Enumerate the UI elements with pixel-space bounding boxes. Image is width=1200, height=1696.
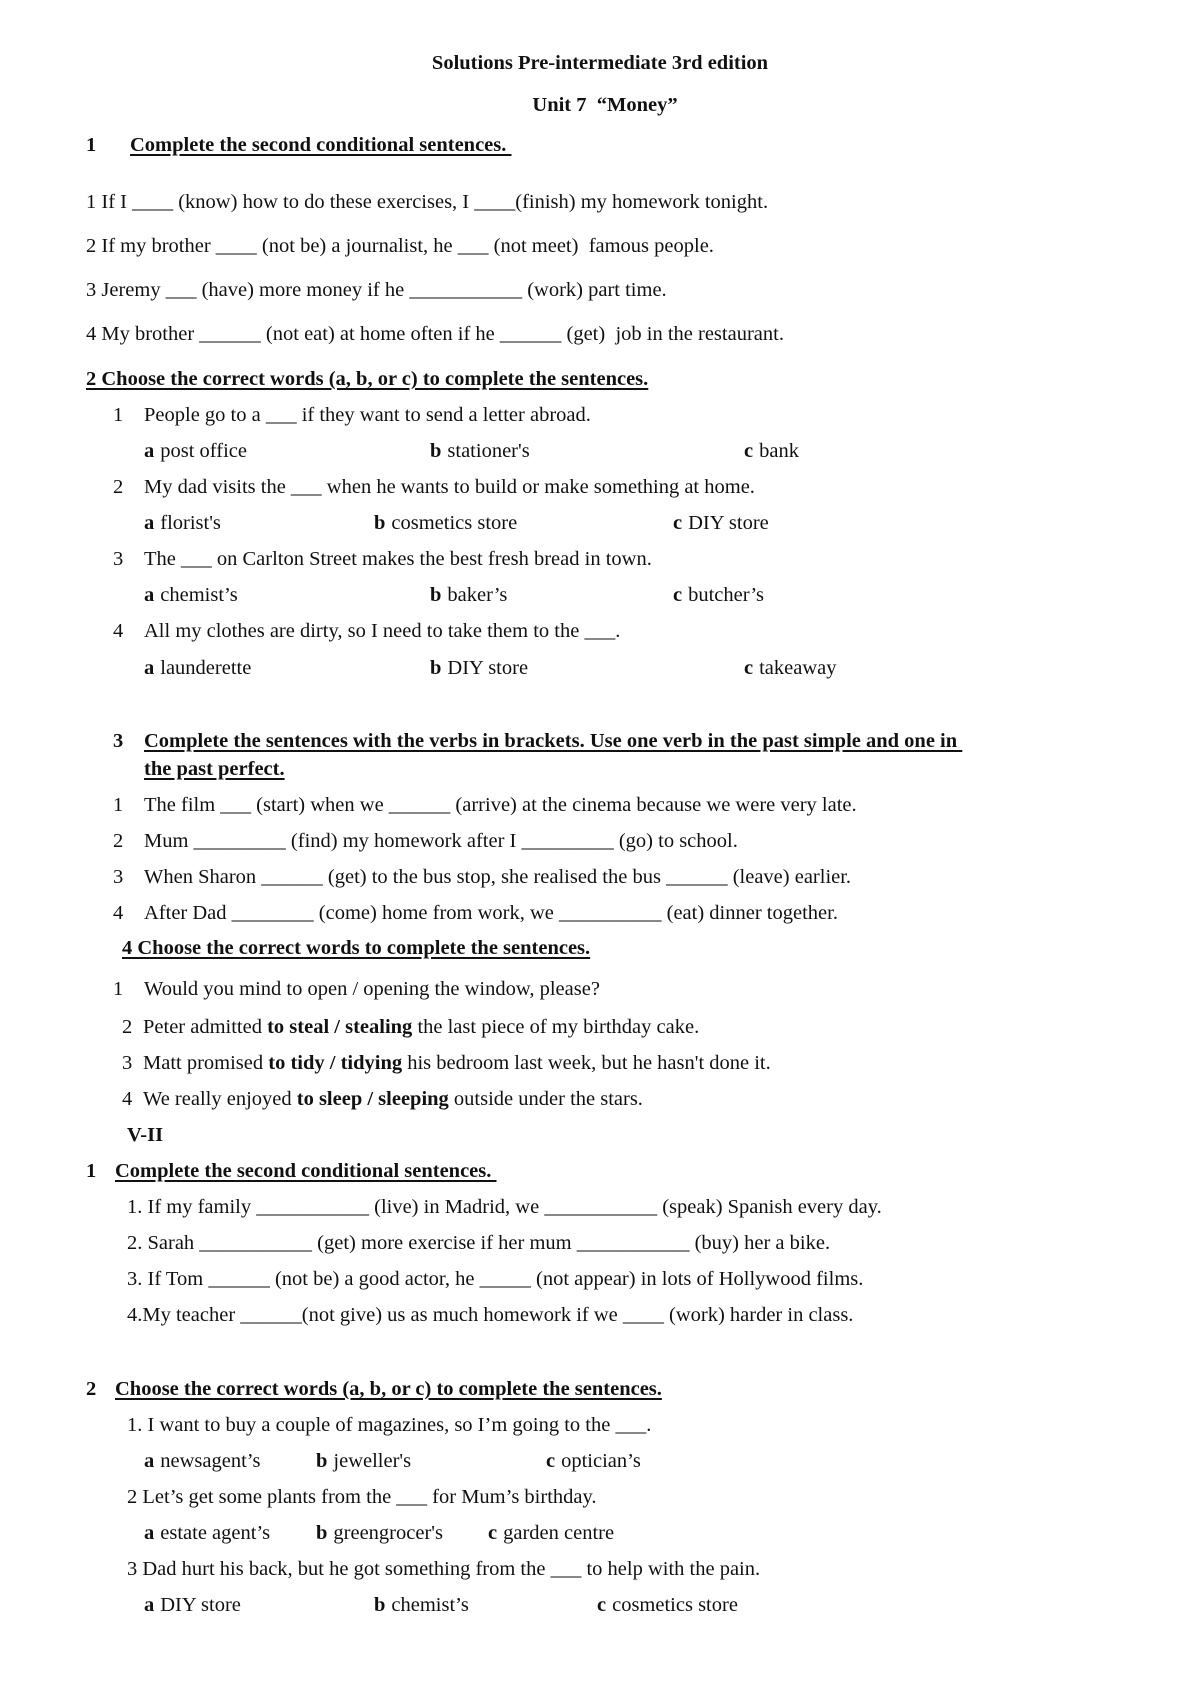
s3-item-3-number: 3 (113, 866, 124, 888)
v2-s2-heading: Choose the correct words (a, b, or c) to complete the sentences. (115, 1378, 662, 1400)
option-text: butcher’s (688, 584, 765, 606)
s3-heading-line1: Complete the sentences with the verbs in brackets. Use one verb in the past simple and one in (144, 730, 963, 752)
s3-item-3: When Sharon ______ (get) to the bus stop, she realised the bus ______ (leave) earlier. (144, 866, 852, 888)
option-text: cosmetics store (391, 512, 518, 534)
s1-heading: Complete the second conditional sentences. (130, 134, 512, 156)
option-letter: a (144, 657, 155, 679)
s3-item-2-number: 2 (113, 830, 124, 852)
option-text: DIY store (447, 657, 529, 679)
s4-item-text: We really enjoyed (143, 1088, 297, 1110)
v2-s2-q3-option-c (597, 1592, 738, 1618)
s2-q3-number: 3 (113, 548, 124, 570)
s2-q3-text: The ___ on Carlton Street makes the best fresh bread in town. (144, 548, 652, 570)
s2-q4-number: 4 (113, 620, 124, 642)
option-text: optician’s (561, 1450, 641, 1472)
v2-s2-q3-option-b (374, 1592, 469, 1618)
option-text: stationer's (447, 440, 530, 462)
option-text: DIY store (688, 512, 769, 534)
option-letter: b (374, 1594, 386, 1616)
s4-item-text: outside under the stars. (448, 1088, 643, 1110)
s2-q2-option-b (374, 510, 517, 536)
s4-item-2 (143, 1014, 699, 1040)
s1-item-1: 1 If I ____ (know) how to do these exercises, I ____(finish) my homework tonight. (86, 191, 769, 213)
s4-item-text: Matt promised (143, 1052, 269, 1074)
v2-s1-number: 1 (86, 1160, 97, 1182)
s2-q2-option-c (673, 510, 769, 536)
s4-item-text: his bedroom last week, but he hasn't done it. (402, 1052, 771, 1074)
doc-title: Solutions Pre-intermediate 3rd edition (431, 52, 769, 74)
option-text: launderette (160, 657, 252, 679)
s2-q1-option-b (430, 438, 530, 464)
s3-number: 3 (113, 730, 124, 752)
s3-heading-line2: the past perfect. (144, 758, 285, 780)
option-letter: c (546, 1450, 556, 1472)
s1-number: 1 (86, 134, 97, 156)
option-letter: c (744, 440, 754, 462)
s2-q4-text: All my clothes are dirty, so I need to take them to the ___. (144, 620, 621, 642)
s4-item-choice: to sleep / sleeping (296, 1088, 449, 1110)
option-letter: b (316, 1450, 328, 1472)
s4-item-1 (144, 976, 600, 1002)
option-text: florist's (160, 512, 221, 534)
s4-item-text: Would you mind to open / opening the window, please? (144, 978, 600, 1000)
s2-q1-number: 1 (113, 404, 124, 426)
option-letter: a (144, 512, 155, 534)
option-text: takeaway (759, 657, 837, 679)
option-letter: c (673, 584, 683, 606)
s2-q1-option-c (744, 438, 799, 464)
v2-s2-q3-option-a (144, 1592, 241, 1618)
v2-s1-item-1: 1. If my family ___________ (live) in Madrid, we ___________ (speak) Spanish every day. (127, 1196, 882, 1218)
s2-q2-number: 2 (113, 476, 124, 498)
v2-s2-q2-option-b (316, 1520, 443, 1546)
s1-item-4: 4 My brother ______ (not eat) at home often if he ______ (get) job in the restaurant. (86, 323, 784, 345)
option-letter: b (430, 657, 442, 679)
s2-q1-option-a (144, 438, 247, 464)
option-text: estate agent’s (160, 1522, 271, 1544)
s1-item-3: 3 Jeremy ___ (have) more money if he ___________ (work) part time. (86, 279, 667, 301)
option-letter: c (673, 512, 683, 534)
s4-item-4 (143, 1086, 643, 1112)
v2-s2-q1-text: 1. I want to buy a couple of magazines, so I’m going to the ___. (127, 1414, 652, 1436)
s2-q1-text: People go to a ___ if they want to send a letter abroad. (144, 404, 591, 426)
s1-item-2: 2 If my brother ____ (not be) a journalist, he ___ (not meet) famous people. (86, 235, 714, 257)
s4-item-2-number: 2 (122, 1016, 133, 1038)
s2-q4-option-c (744, 655, 837, 681)
v2-s1-item-4: 4.My teacher ______(not give) us as much homework if we ____ (work) harder in class. (127, 1304, 854, 1326)
v2-s1-item-3: 3. If Tom ______ (not be) a good actor, he _____ (not appear) in lots of Hollywood films. (127, 1268, 864, 1290)
s2-q2-option-a (144, 510, 221, 536)
option-letter: b (316, 1522, 328, 1544)
s3-item-1-number: 1 (113, 794, 124, 816)
s2-heading: 2 Choose the correct words (a, b, or c) to complete the sentences. (86, 368, 649, 390)
option-text: bank (759, 440, 799, 462)
v2-s2-q2-option-a (144, 1520, 270, 1546)
option-text: cosmetics store (612, 1594, 738, 1616)
s2-q3-option-a (144, 582, 238, 608)
v2-s2-q3-text: 3 Dad hurt his back, but he got something from the ___ to help with the pain. (127, 1558, 761, 1580)
option-letter: a (144, 1522, 155, 1544)
unit-title: Unit 7 “Money” (532, 94, 678, 116)
option-letter: c (597, 1594, 607, 1616)
s4-item-3 (143, 1050, 771, 1076)
option-text: newsagent’s (160, 1450, 261, 1472)
s3-item-4: After Dad ________ (come) home from work, we __________ (eat) dinner together. (144, 902, 838, 924)
s2-q3-option-c (673, 582, 764, 608)
v2-s2-number: 2 (86, 1378, 97, 1400)
option-text: jeweller's (333, 1450, 412, 1472)
option-letter: c (744, 657, 754, 679)
variant-label: V-II (127, 1124, 164, 1146)
s4-item-4-number: 4 (122, 1088, 133, 1110)
s4-item-1-number: 1 (113, 978, 124, 1000)
option-text: DIY store (160, 1594, 241, 1616)
v2-s2-q2-text: 2 Let’s get some plants from the ___ for Mum’s birthday. (127, 1486, 597, 1508)
s4-item-text: Peter admitted (143, 1016, 268, 1038)
option-letter: b (430, 584, 442, 606)
option-letter: a (144, 1594, 155, 1616)
v2-s1-item-2: 2. Sarah ___________ (get) more exercise if her mum ___________ (buy) her a bike. (127, 1232, 831, 1254)
option-text: post office (160, 440, 247, 462)
option-letter: c (488, 1522, 498, 1544)
v2-s2-q1-option-b (316, 1448, 411, 1474)
s3-item-1: The film ___ (start) when we ______ (arrive) at the cinema because we were very late. (144, 794, 857, 816)
s4-item-3-number: 3 (122, 1052, 133, 1074)
option-letter: a (144, 1450, 155, 1472)
s4-item-choice: to tidy / tidying (268, 1052, 403, 1074)
s4-item-choice: to steal / stealing (267, 1016, 413, 1038)
s4-heading: 4 Choose the correct words to complete the sentences. (122, 937, 591, 959)
v2-s2-q1-option-c (546, 1448, 641, 1474)
option-text: garden centre (503, 1522, 615, 1544)
option-text: greengrocer's (333, 1522, 443, 1544)
option-text: chemist’s (160, 584, 238, 606)
option-letter: a (144, 584, 155, 606)
s2-q3-option-b (430, 582, 507, 608)
s2-q2-text: My dad visits the ___ when he wants to build or make something at home. (144, 476, 755, 498)
v2-s2-q1-option-a (144, 1448, 260, 1474)
s3-item-2: Mum _________ (find) my homework after I _________ (go) to school. (144, 830, 738, 852)
s2-q4-option-b (430, 655, 528, 681)
option-text: chemist’s (391, 1594, 469, 1616)
s2-q4-option-a (144, 655, 251, 681)
option-letter: b (374, 512, 386, 534)
v2-s2-q2-option-c (488, 1520, 614, 1546)
option-text: baker’s (447, 584, 508, 606)
option-letter: b (430, 440, 442, 462)
s3-item-4-number: 4 (113, 902, 124, 924)
option-letter: a (144, 440, 155, 462)
v2-s1-heading: Complete the second conditional sentences. (115, 1160, 497, 1182)
s4-item-text: the last piece of my birthday cake. (412, 1016, 700, 1038)
